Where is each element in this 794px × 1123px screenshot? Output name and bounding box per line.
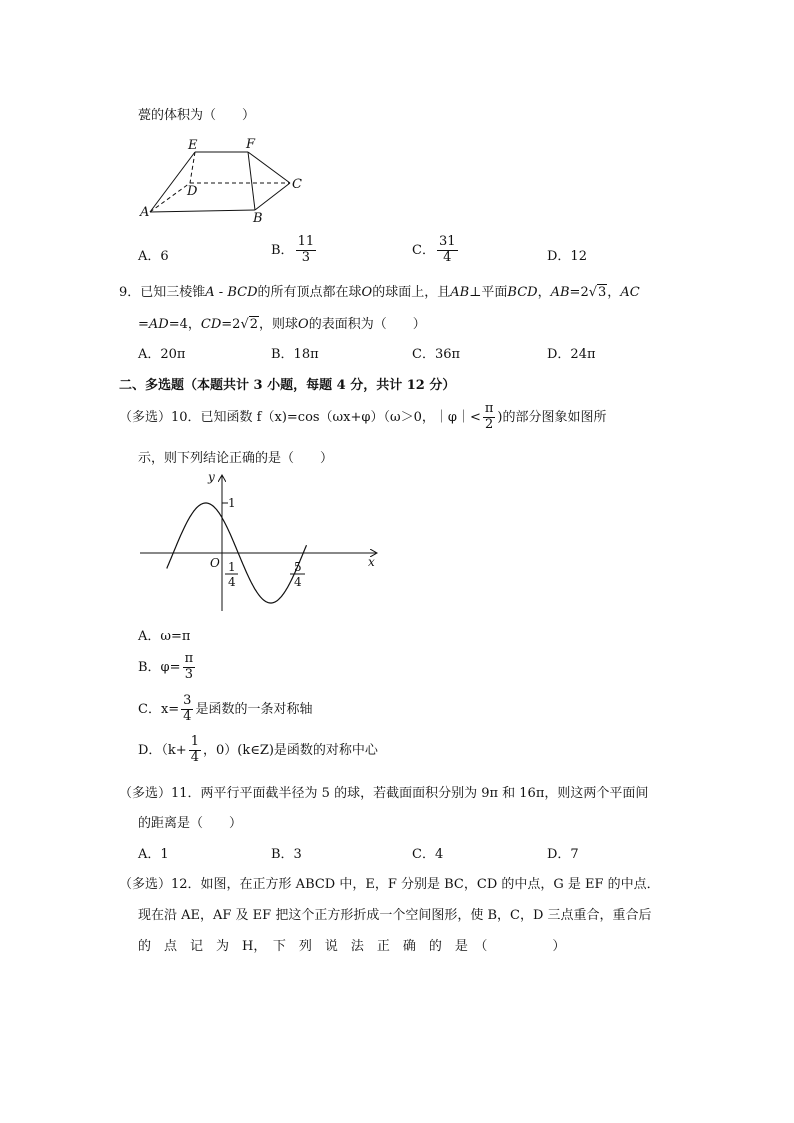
- q11-option-d: D．7: [547, 847, 579, 862]
- x-axis-label: x: [368, 555, 375, 569]
- q11-line2: 的距离是（ ）: [138, 816, 243, 831]
- q10-option-d: D．（k+ $\frac{1}{4}$ ，0）(k∈Z)是函数的对称中心: [138, 734, 378, 765]
- label-B: B: [253, 211, 263, 226]
- edge-FB: [248, 152, 255, 210]
- q11-option-b: B．3: [271, 847, 302, 862]
- q10-line1: （多选）10．已知函数 f（x)=cos（ωx+φ）（ω＞0，｜φ｜< $\frac{\pi}{2}$ )的部分图象如图所: [119, 401, 607, 432]
- q11-option-c: C．4: [412, 847, 444, 862]
- edge-CB: [255, 183, 290, 210]
- q9-line2: =AD=4，CD=2√2，则球O的表面积为（ ）: [138, 317, 426, 332]
- q10-option-c: C．x= $\frac{3}{4}$ 是函数的一条对称轴: [138, 693, 313, 724]
- q9-option-b: B．18π: [271, 347, 319, 362]
- q8-figure: [130, 132, 320, 227]
- label-A: A: [140, 205, 150, 220]
- edge-AE: [150, 152, 195, 212]
- label-D: D: [187, 184, 198, 199]
- y-tick-label-one: 1: [228, 496, 236, 510]
- q8-option-b: B． $\frac{11}{3}$: [271, 234, 315, 265]
- q9-line1: 9．已知三棱锥A - BCD的所有顶点都在球O的球面上，且AB⊥平面BCD，AB=2√3，AC: [119, 285, 640, 300]
- edge-ED: [190, 152, 195, 183]
- tick-label-2-num: 5: [294, 560, 302, 574]
- q9-option-c: C．36π: [412, 347, 461, 362]
- y-axis-label: y: [208, 470, 215, 484]
- q12-line3: 的 点 记 为 H， 下 列 说 法 正 确 的 是 （ ）: [138, 939, 566, 954]
- origin-label: O: [210, 556, 220, 570]
- q8-stem-tail: 甍的体积为（ ）: [138, 108, 256, 123]
- edge-FC: [248, 152, 290, 183]
- tick-label-1-den: 4: [228, 575, 236, 589]
- q10-cosine-graph: [132, 468, 382, 613]
- label-E: E: [188, 138, 198, 153]
- q8-option-c: C． $\frac{31}{4}$: [412, 234, 456, 265]
- q10-option-b: B．φ= $\frac{\pi}{3}$: [138, 651, 194, 682]
- label-C: C: [292, 177, 302, 192]
- q8-option-a: A．6: [138, 249, 169, 264]
- q10-option-a: A．ω=π: [138, 629, 191, 644]
- q12-line2: 现在沿 AE，AF 及 EF 把这个正方形折成一个空间图形，使 B，C，D 三点重合，重合后: [138, 908, 652, 923]
- q9-option-a: A．20π: [138, 347, 186, 362]
- label-F: F: [246, 137, 256, 152]
- edge-AB: [150, 210, 255, 212]
- q8-option-d: D．12: [547, 249, 587, 264]
- q10-line2: 示，则下列结论正确的是（ ）: [138, 451, 334, 466]
- section-heading-multiple-choice: 二、多选题（本题共计 3 小题，每题 4 分，共计 12 分）: [119, 378, 456, 393]
- q12-line1: （多选）12．如图，在正方形 ABCD 中，E，F 分别是 BC，CD 的中点，G 是 EF 的中点．: [119, 877, 660, 892]
- edge-AD: [150, 183, 190, 212]
- tick-label-2-den: 4: [294, 575, 302, 589]
- q9-option-d: D．24π: [547, 347, 596, 362]
- q11-option-a: A．1: [138, 847, 169, 862]
- tick-label-1-num: 1: [228, 560, 236, 574]
- q11-line1: （多选）11．两平行平面截半径为 5 的球，若截面面积分别为 9π 和 16π，则这两个平面间: [119, 786, 649, 801]
